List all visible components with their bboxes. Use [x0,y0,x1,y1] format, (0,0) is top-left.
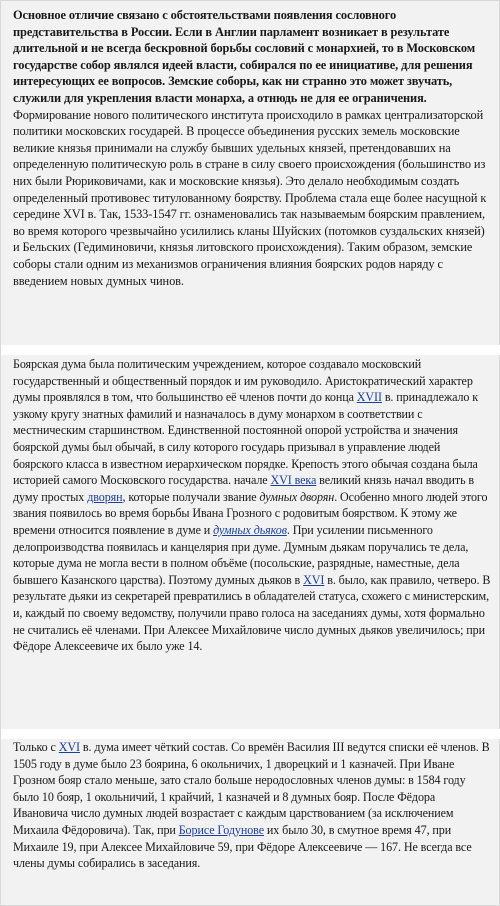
link-dvoryane[interactable]: дворян [87,489,123,504]
paragraph-zemsky-sobor [13,7,491,289]
paragraph-bold-intro: Основное отличие связано с обстоятельствами появления сословного представительства в России. Если в Англии парламент возникает в результате длительной и не всегда бескровной борьбы сословий с монархией, то в Московском государстве собор являлся идеей власти, собирался по ее инициативе, для решения интересующих ее вопросов. Земские соборы, как ни странно это может звучать, служили для укрепления власти монарха, а отнюдь не для ее ограничения. [13,8,476,105]
text-run: . При усилении письменного делопроизводства появилась и канцелярия при думе. Думным дьякам поручались те дела, которые дума не могла вести в полном объёме (посольские, разрядные, наместные, дела бывшего Казанского царства). Поэтому думных дьяков в [13,522,469,587]
emphasis-dumnye-dvoryane: думных дворян [259,489,335,504]
link-xvi-century[interactable]: XVI века [270,473,317,488]
paragraph-divider [1,729,500,739]
paragraph-duma-composition [13,739,491,872]
text-run: их было 30, в смутное время 47, при Михаиле 19, при Алексее Михайловиче 59, при Фёдоре Алексеевиче — 167. Не всегда все члены думы собирались в заседания. [13,822,472,871]
text-run: , которые получали звание [122,489,260,504]
text-run: в. было, как правило, четверо. В результате дьяки из секретарей превратились в обладателей статуса, схожего с министерским, и, каждый по своему ведомству, получили право голоса на заседаниях думы, хотя формально не считались её членами. При Алексее Михайловиче число думных дьяков увеличилось; при Фёдоре Алексеевиче их было уже 14. [13,572,491,654]
text-run: Только с [13,740,59,754]
link-dumnye-dyaki[interactable] [213,523,287,537]
text-run: Боярская дума была политическим учреждением, которое создавало московский государственный и общественный порядок и им руководило. Аристократический характер думы проявлялся в том, что большинство её членов почти до конца [13,357,473,405]
text-run: . Особенно много людей этого звания появилось во время борьбы Ивана Грозного с родовитым боярством. К этому же времени относится появление в думе и [13,489,488,537]
paragraph-body: Формирование нового политического института происходило в рамках централизаторской политики московских государей. В процессе объединения русских земель московские великие князья принимали на службу бывших удельных князей, претендовавших на определенную политическую роль в стране в силу своего происхождения (большинство из них были Рюриковичами, как и московские князья). Это делало необходимым создать определенный противовес титулованному боярству. Проблема стала еще более насущной к середине XVI в. Так, 1533-1547 гг. ознаменовались так называемым боярским правлением, во время которого чрезвычайно усилились кланы Шуйских (потомков суздальских князей) и Бельских (Гедиминовичи, князья литовского происхождения). Таким образом, земские соборы стали одним из механизмов ограничения влияния боярских родов наряду с введением новых думных чинов. [13,107,487,288]
link-xvii[interactable]: XVII [356,390,382,405]
text-run: великий князь начал вводить в думу простых [13,473,475,504]
paragraph-boyar-duma [13,356,491,655]
text-run: в. дума имеет чёткий состав. Со времён Василия III ведутся списки её членов. В 1505 году в думе было 23 боярина, 6 окольничих, 1 дворецкий и 1 казначей. При Иване Грозном бояр стало меньше, зато стало больше неродословных членов думы: в 1584 году было 10 бояр, 1 окольничий, 1 крайчий, 1 казначей и 8 думных бояр. После Фёдора Ивановича число думных людей возрастает с каждым царствованием (за исключением Михаила Фёдоровича). Так, при [13,740,490,837]
link-xvi[interactable]: XVI [303,572,325,587]
paragraph-divider [1,345,500,355]
text-run: в. принадлежало к узкому кругу знатных фамилий и назначалось в думу монархом в соответствии с местническим старшинством. Единственной постоянной опорой устройства и значения боярской думы был обычай, в силу которого государь призывал в управление людей боярского класса в известном иерархическом порядке. Крепость этого обычая создана была историей самого Московского государства. начале [13,390,479,488]
link-xvi-composition[interactable]: XVI [58,740,80,754]
link-dumnye-dyaki-text: думных дьяков [213,522,287,537]
link-boris-godunov[interactable]: Борисе Годунове [178,822,264,837]
